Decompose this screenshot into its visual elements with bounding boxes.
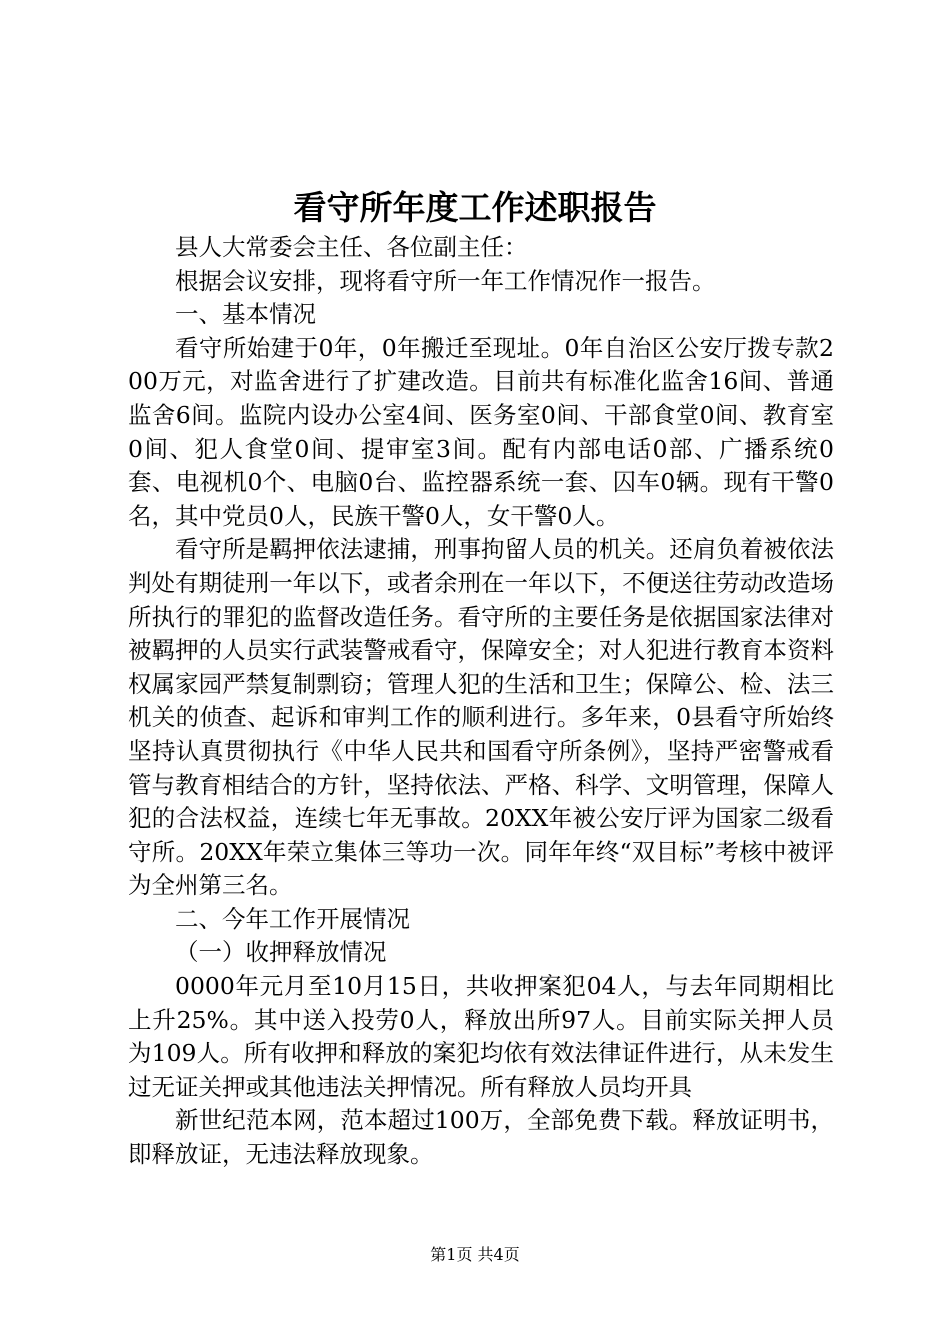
section-heading-basic-situation: 一、基本情况 [175,300,316,329]
salutation-paragraph: 县人大常委会主任、各位副主任： [175,233,528,261]
body-paragraph: 0000年元月至10月15日，共收押案犯04人，与去年同期相比上升25%。其中送入投劳0人，释放出所97人。目前实际关押人员为109人。所有收押和释放的案犯均依有效法律证件进行，从未发生过无证关押或其他违法关押情况。所有释放人员均开具 [128,972,834,1101]
body-paragraph: 新世纪范本网，范本超过100万，全部免费下载。释放证明书，即释放证，无违法释放现象。 [128,1106,834,1169]
body-paragraph: 看守所始建于0年，0年搬迁至现址。0年自治区公安厅拨专款200万元，对监舍进行了扩建改造。目前共有标准化监舍16间、普通监舍6间。监院内设办公室4间、医务室0间、干部食堂0间、教育室0间、犯人食堂0间、提审室3间。配有内部电话0部、广播系统0套、电视机0个、电脑0台、监控器系统一套、囚车0辆。现有干警0名，其中党员0人，民族干警0人，女干警0人。 [128,333,834,530]
document-title: 看守所年度工作述职报告 [293,188,657,227]
page-number-footer: 第1页 共4页 [430,1245,520,1264]
document-body [128,231,834,1172]
body-paragraph: 看守所是羁押依法逮捕，刑事拘留人员的机关。还肩负着被依法判处有期徒刑一年以下，或者余刑在一年以下，不便送往劳动改造场所执行的罪犯的监督改造任务。看守所的主要任务是依据国家法律对被羁押的人员实行武装警戒看守，保障安全；对人犯进行教育本资料权属家园严禁复制剽窃；管理人犯的生活和卫生；保障公、检、法三机关的侦查、起诉和审判工作的顺利进行。多年来，0县看守所始终坚持认真贯彻执行《中华人民共和国看守所条例》，坚持严密警戒看管与教育相结合的方针，坚持依法、严格、科学、文明管理，保障人犯的合法权益，连续七年无事故。20XX年被公安厅评为国家二级看守所。20XX年荣立集体三等功一次。同年年终“双目标”考核中被评为全州第三名。 [128,535,834,900]
intro-paragraph: 根据会议安排，现将看守所一年工作情况作一报告。 [175,266,716,295]
section-heading-work-progress: 二、今年工作开展情况 [175,904,410,933]
subsection-heading-custody-release: （一）收押释放情况 [175,938,387,967]
